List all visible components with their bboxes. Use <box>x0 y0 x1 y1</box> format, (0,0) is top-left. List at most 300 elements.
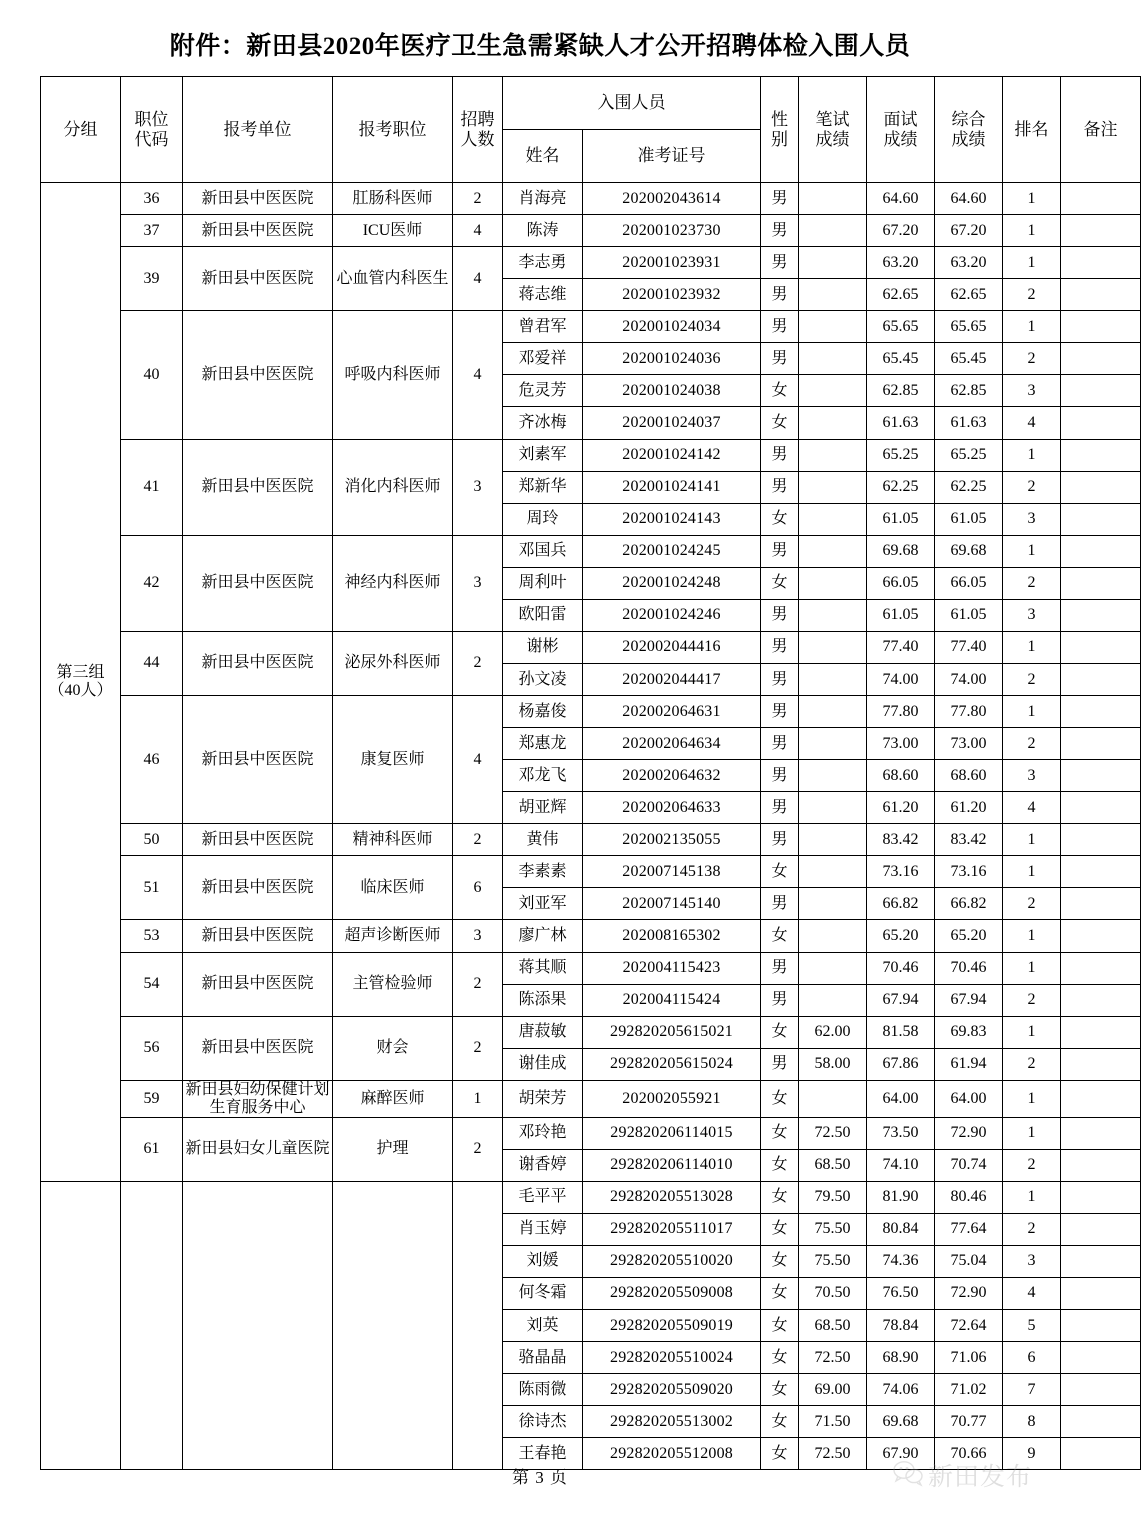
cell-remark <box>1061 696 1141 728</box>
table-body <box>41 183 1141 1470</box>
cell-hire-count: 4 <box>453 311 503 439</box>
cell-composite-score: 74.00 <box>935 663 1003 695</box>
cell-hire-count: 4 <box>453 215 503 247</box>
cell-interview-score: 81.58 <box>867 1016 935 1048</box>
header-composite-line1: 综合 <box>951 110 986 130</box>
cell-exam-id: 202001024142 <box>583 439 761 471</box>
cell-rank: 4 <box>1003 1277 1061 1309</box>
cell-exam-id: 202007145140 <box>583 888 761 920</box>
cell-interview-score: 67.20 <box>867 215 935 247</box>
cell-remark <box>1061 792 1141 824</box>
cell-interview-score: 66.82 <box>867 888 935 920</box>
cell-name: 刘英 <box>503 1309 583 1341</box>
cell-composite-score: 61.63 <box>935 407 1003 439</box>
cell-composite-score: 72.90 <box>935 1277 1003 1309</box>
cell-rank: 1 <box>1003 920 1061 952</box>
cell-gender: 男 <box>761 984 799 1016</box>
cell-remark <box>1061 1342 1141 1374</box>
cell-composite-score: 71.02 <box>935 1374 1003 1406</box>
header-gender-line2: 别 <box>771 129 788 149</box>
cell-composite-score: 75.04 <box>935 1245 1003 1277</box>
cell-rank: 1 <box>1003 1080 1061 1117</box>
cell-interview-score: 64.60 <box>867 183 935 215</box>
cell-interview-score: 67.86 <box>867 1048 935 1080</box>
cell-written-score <box>799 760 867 792</box>
cell-composite-score: 68.60 <box>935 760 1003 792</box>
cell-group <box>41 183 121 1182</box>
cell-gender: 男 <box>761 279 799 311</box>
cell-interview-score: 65.45 <box>867 343 935 375</box>
cell-remark <box>1061 1016 1141 1048</box>
cell-name: 廖广林 <box>503 920 583 952</box>
cell-rank: 6 <box>1003 1342 1061 1374</box>
cell-name: 齐冰梅 <box>503 407 583 439</box>
cell-name: 谢彬 <box>503 631 583 663</box>
cell-remark <box>1061 728 1141 760</box>
cell-composite-score: 72.90 <box>935 1117 1003 1149</box>
group-label-line1: 第三组 <box>56 663 105 681</box>
cell-remark <box>1061 599 1141 631</box>
cell-written-score <box>799 343 867 375</box>
cell-rank: 1 <box>1003 535 1061 567</box>
cell-unit: 新田县中医医院 <box>183 439 333 535</box>
cell-rank: 1 <box>1003 215 1061 247</box>
cell-exam-id: 202002064633 <box>583 792 761 824</box>
cell-name: 李志勇 <box>503 247 583 279</box>
cell-exam-id: 202002064631 <box>583 696 761 728</box>
cell-interview-score: 74.10 <box>867 1149 935 1181</box>
cell-rank: 2 <box>1003 1048 1061 1080</box>
cell-job-code: 39 <box>121 247 183 311</box>
table-row <box>41 1016 1141 1048</box>
cell-gender: 男 <box>761 183 799 215</box>
cell-written-score <box>799 631 867 663</box>
cell-exam-id: 292820205510020 <box>583 1245 761 1277</box>
cell-remark <box>1061 343 1141 375</box>
cell-composite-score: 70.66 <box>935 1438 1003 1470</box>
cell-composite-score: 69.68 <box>935 535 1003 567</box>
cell-composite-score: 69.83 <box>935 1016 1003 1048</box>
table-row <box>41 183 1141 215</box>
cell-composite-score: 70.74 <box>935 1149 1003 1181</box>
shortlist-table <box>40 76 1141 1470</box>
cell-rank: 1 <box>1003 696 1061 728</box>
cell-gender: 男 <box>761 888 799 920</box>
cell-written-score: 71.50 <box>799 1406 867 1438</box>
cell-unit: 新田县中医医院 <box>183 311 333 439</box>
cell-rank: 3 <box>1003 375 1061 407</box>
cell-composite-score: 65.25 <box>935 439 1003 471</box>
cell-exam-id: 202008165302 <box>583 920 761 952</box>
cell-interview-score: 77.80 <box>867 696 935 728</box>
cell-remark <box>1061 1406 1141 1438</box>
cell-name: 谢香婷 <box>503 1149 583 1181</box>
cell-composite-score: 77.80 <box>935 696 1003 728</box>
cell-job-code: 50 <box>121 824 183 856</box>
cell-name: 陈雨微 <box>503 1374 583 1406</box>
cell-name: 蒋志维 <box>503 279 583 311</box>
header-job-code-line2: 代码 <box>134 129 169 149</box>
cell-rank: 1 <box>1003 311 1061 343</box>
header-rank: 排名 <box>1003 77 1061 183</box>
cell-interview-score: 69.68 <box>867 535 935 567</box>
cell-name: 骆晶晶 <box>503 1342 583 1374</box>
cell-rank: 2 <box>1003 279 1061 311</box>
cell-name: 郑惠龙 <box>503 728 583 760</box>
cell-remark <box>1061 439 1141 471</box>
cell-name: 王春艳 <box>503 1438 583 1470</box>
cell-name: 周玲 <box>503 503 583 535</box>
cell-position <box>333 1181 453 1470</box>
cell-written-score: 62.00 <box>799 1016 867 1048</box>
wechat-icon <box>893 1460 923 1491</box>
cell-rank: 8 <box>1003 1406 1061 1438</box>
cell-interview-score: 64.00 <box>867 1080 935 1117</box>
cell-gender: 女 <box>761 1406 799 1438</box>
cell-composite-score: 63.20 <box>935 247 1003 279</box>
cell-position: 神经内科医师 <box>333 535 453 631</box>
cell-gender: 男 <box>761 247 799 279</box>
header-shortlisted: 入围人员 <box>503 77 761 130</box>
cell-written-score: 58.00 <box>799 1048 867 1080</box>
cell-rank: 9 <box>1003 1438 1061 1470</box>
cell-job-code: 42 <box>121 535 183 631</box>
cell-rank: 2 <box>1003 1213 1061 1245</box>
cell-gender: 男 <box>761 471 799 503</box>
cell-written-score: 69.00 <box>799 1374 867 1406</box>
cell-rank: 2 <box>1003 567 1061 599</box>
cell-interview-score: 67.90 <box>867 1438 935 1470</box>
table-row <box>41 215 1141 247</box>
cell-position: 呼吸内科医师 <box>333 311 453 439</box>
cell-written-score <box>799 471 867 503</box>
cell-remark <box>1061 471 1141 503</box>
cell-written-score <box>799 856 867 888</box>
cell-written-score <box>799 535 867 567</box>
cell-unit: 新田县中医医院 <box>183 215 333 247</box>
cell-written-score: 70.50 <box>799 1277 867 1309</box>
cell-exam-id: 292820205615024 <box>583 1048 761 1080</box>
cell-exam-id: 202004115424 <box>583 984 761 1016</box>
cell-exam-id: 292820205513002 <box>583 1406 761 1438</box>
cell-composite-score: 66.05 <box>935 567 1003 599</box>
cell-name: 刘素军 <box>503 439 583 471</box>
cell-gender: 女 <box>761 1374 799 1406</box>
cell-exam-id: 202002064632 <box>583 760 761 792</box>
cell-interview-score: 80.84 <box>867 1213 935 1245</box>
cell-gender: 女 <box>761 567 799 599</box>
cell-remark <box>1061 311 1141 343</box>
header-hire-count-line2: 人数 <box>460 129 495 149</box>
cell-interview-score: 73.00 <box>867 728 935 760</box>
cell-name: 邓国兵 <box>503 535 583 567</box>
cell-job-code: 37 <box>121 215 183 247</box>
cell-rank: 3 <box>1003 599 1061 631</box>
table-row <box>41 952 1141 984</box>
cell-hire-count: 1 <box>453 1080 503 1117</box>
cell-composite-score: 70.46 <box>935 952 1003 984</box>
cell-unit: 新田县中医医院 <box>183 952 333 1016</box>
cell-position: 泌尿外科医师 <box>333 631 453 695</box>
cell-written-score <box>799 792 867 824</box>
cell-exam-id: 202001024038 <box>583 375 761 407</box>
cell-name: 胡荣芳 <box>503 1080 583 1117</box>
header-gender-line1: 性 <box>771 110 788 130</box>
cell-rank: 3 <box>1003 503 1061 535</box>
cell-position: 主管检验师 <box>333 952 453 1016</box>
cell-name: 唐菽敏 <box>503 1016 583 1048</box>
cell-written-score <box>799 375 867 407</box>
cell-written-score <box>799 567 867 599</box>
header-written-score <box>799 77 867 183</box>
cell-composite-score: 61.94 <box>935 1048 1003 1080</box>
cell-position: 护理 <box>333 1117 453 1181</box>
cell-rank: 1 <box>1003 824 1061 856</box>
cell-interview-score: 62.25 <box>867 471 935 503</box>
cell-composite-score: 67.20 <box>935 215 1003 247</box>
cell-hire-count: 2 <box>453 952 503 1016</box>
cell-rank: 1 <box>1003 856 1061 888</box>
header-gender <box>761 77 799 183</box>
cell-written-score <box>799 215 867 247</box>
cell-exam-id: 202002044416 <box>583 631 761 663</box>
cell-unit-text: 新田县妇幼保健计划生育服务中心 <box>185 1080 330 1116</box>
cell-position <box>333 920 453 952</box>
cell-composite-score: 67.94 <box>935 984 1003 1016</box>
cell-position: 肛肠科医师 <box>333 183 453 215</box>
cell-unit <box>183 1080 333 1117</box>
cell-name: 邓玲艳 <box>503 1117 583 1149</box>
table-row <box>41 311 1141 343</box>
cell-unit: 新田县中医医院 <box>183 535 333 631</box>
header-composite-line2: 成绩 <box>951 129 986 149</box>
cell-name: 陈添果 <box>503 984 583 1016</box>
cell-gender: 女 <box>761 1181 799 1213</box>
cell-gender: 女 <box>761 1277 799 1309</box>
cell-gender: 女 <box>761 1309 799 1341</box>
cell-composite-score: 62.85 <box>935 375 1003 407</box>
cell-exam-id: 202001024248 <box>583 567 761 599</box>
cell-name: 周利叶 <box>503 567 583 599</box>
header-written-line2: 成绩 <box>815 129 850 149</box>
cell-job-code: 36 <box>121 183 183 215</box>
cell-rank: 7 <box>1003 1374 1061 1406</box>
cell-gender: 男 <box>761 343 799 375</box>
cell-gender: 男 <box>761 663 799 695</box>
cell-rank: 2 <box>1003 984 1061 1016</box>
cell-exam-id: 292820205513028 <box>583 1181 761 1213</box>
table-header <box>41 77 1141 183</box>
cell-hire-count: 2 <box>453 1117 503 1181</box>
cell-group <box>41 1181 121 1470</box>
cell-gender: 女 <box>761 920 799 952</box>
cell-composite-score: 62.25 <box>935 471 1003 503</box>
watermark-text: 新田发布 <box>927 1463 1032 1491</box>
cell-position: 心血管内科医生 <box>333 247 453 311</box>
cell-remark <box>1061 1245 1141 1277</box>
cell-exam-id: 202001024246 <box>583 599 761 631</box>
cell-rank: 1 <box>1003 952 1061 984</box>
cell-interview-score: 68.90 <box>867 1342 935 1374</box>
cell-unit: 新田县中医医院 <box>183 696 333 824</box>
cell-composite-score: 71.06 <box>935 1342 1003 1374</box>
cell-name: 曾君军 <box>503 311 583 343</box>
table-row <box>41 1181 1141 1213</box>
header-remark: 备注 <box>1061 77 1141 183</box>
header-name: 姓名 <box>503 130 583 183</box>
cell-hire-count <box>453 1181 503 1470</box>
cell-written-score: 75.50 <box>799 1245 867 1277</box>
cell-interview-score: 67.94 <box>867 984 935 1016</box>
header-group: 分组 <box>41 77 121 183</box>
cell-job-code: 41 <box>121 439 183 535</box>
cell-interview-score: 74.06 <box>867 1374 935 1406</box>
cell-composite-score: 65.20 <box>935 920 1003 952</box>
cell-remark <box>1061 824 1141 856</box>
cell-composite-score: 61.05 <box>935 503 1003 535</box>
cell-written-score <box>799 439 867 471</box>
cell-remark <box>1061 1149 1141 1181</box>
table-row <box>41 824 1141 856</box>
cell-written-score <box>799 279 867 311</box>
cell-gender: 女 <box>761 375 799 407</box>
cell-gender: 女 <box>761 1213 799 1245</box>
cell-position: 财会 <box>333 1016 453 1080</box>
cell-composite-score: 65.45 <box>935 343 1003 375</box>
cell-composite-score: 64.00 <box>935 1080 1003 1117</box>
cell-rank: 1 <box>1003 1117 1061 1149</box>
header-exam-id: 准考证号 <box>583 130 761 183</box>
header-position: 报考职位 <box>333 77 453 183</box>
header-interview-line2: 成绩 <box>883 129 918 149</box>
table-row <box>41 631 1141 663</box>
header-row-1 <box>41 77 1141 130</box>
cell-interview-score: 76.50 <box>867 1277 935 1309</box>
cell-exam-id: 292820205510024 <box>583 1342 761 1374</box>
cell-remark <box>1061 1213 1141 1245</box>
cell-exam-id: 202002055921 <box>583 1080 761 1117</box>
cell-composite-score: 72.64 <box>935 1309 1003 1341</box>
cell-position: 精神科医师 <box>333 824 453 856</box>
cell-remark <box>1061 1309 1141 1341</box>
cell-gender: 女 <box>761 1438 799 1470</box>
cell-position: 消化内科医师 <box>333 439 453 535</box>
cell-exam-id: 202001023730 <box>583 215 761 247</box>
cell-exam-id: 292820205509020 <box>583 1374 761 1406</box>
cell-name: 胡亚辉 <box>503 792 583 824</box>
cell-name: 肖海亮 <box>503 183 583 215</box>
cell-composite-score: 83.42 <box>935 824 1003 856</box>
cell-written-score <box>799 824 867 856</box>
cell-name: 徐诗杰 <box>503 1406 583 1438</box>
cell-written-score <box>799 407 867 439</box>
cell-remark <box>1061 375 1141 407</box>
cell-exam-id: 202001023931 <box>583 247 761 279</box>
cell-written-score <box>799 599 867 631</box>
cell-remark <box>1061 1048 1141 1080</box>
cell-name: 邓龙飞 <box>503 760 583 792</box>
cell-position: ICU医师 <box>333 215 453 247</box>
table-row <box>41 1117 1141 1149</box>
header-interview-score <box>867 77 935 183</box>
group-label-line2: （40人） <box>48 681 113 699</box>
cell-interview-score: 61.05 <box>867 503 935 535</box>
cell-interview-score: 83.42 <box>867 824 935 856</box>
cell-exam-id: 292820206114015 <box>583 1117 761 1149</box>
cell-written-score <box>799 984 867 1016</box>
cell-interview-score: 73.50 <box>867 1117 935 1149</box>
cell-composite-score: 61.20 <box>935 792 1003 824</box>
cell-name: 黄伟 <box>503 824 583 856</box>
cell-written-score <box>799 183 867 215</box>
cell-hire-count: 3 <box>453 535 503 631</box>
header-hire-count <box>453 77 503 183</box>
cell-position: 康复医师 <box>333 696 453 824</box>
cell-written-score <box>799 728 867 760</box>
cell-remark <box>1061 1181 1141 1213</box>
cell-written-score <box>799 311 867 343</box>
cell-written-score: 68.50 <box>799 1309 867 1341</box>
cell-unit: 新田县中医医院 <box>183 856 333 920</box>
cell-interview-score: 61.20 <box>867 792 935 824</box>
cell-unit: 新田县中医医院 <box>183 824 333 856</box>
table-row <box>41 439 1141 471</box>
cell-gender: 男 <box>761 696 799 728</box>
page-footer <box>0 1457 1080 1507</box>
cell-written-score <box>799 663 867 695</box>
cell-gender: 男 <box>761 439 799 471</box>
header-unit: 报考单位 <box>183 77 333 183</box>
cell-remark <box>1061 1117 1141 1149</box>
cell-written-score: 72.50 <box>799 1342 867 1374</box>
cell-exam-id: 292820205509019 <box>583 1309 761 1341</box>
cell-written-score: 72.50 <box>799 1117 867 1149</box>
cell-written-score: 72.50 <box>799 1438 867 1470</box>
cell-written-score: 79.50 <box>799 1181 867 1213</box>
cell-unit: 新田县妇女儿童医院 <box>183 1117 333 1181</box>
page-number: 第 3 页 <box>512 1468 568 1487</box>
cell-job-code: 46 <box>121 696 183 824</box>
table-row <box>41 535 1141 567</box>
cell-remark <box>1061 407 1141 439</box>
cell-rank: 3 <box>1003 760 1061 792</box>
cell-exam-id: 202002044417 <box>583 663 761 695</box>
cell-unit: 新田县中医医院 <box>183 920 333 952</box>
cell-composite-score: 73.00 <box>935 728 1003 760</box>
cell-interview-score: 81.90 <box>867 1181 935 1213</box>
cell-composite-score: 62.65 <box>935 279 1003 311</box>
cell-name: 刘媛 <box>503 1245 583 1277</box>
cell-remark <box>1061 952 1141 984</box>
cell-written-score <box>799 247 867 279</box>
cell-name: 刘亚军 <box>503 888 583 920</box>
cell-gender: 男 <box>761 535 799 567</box>
header-composite-score <box>935 77 1003 183</box>
cell-remark <box>1061 567 1141 599</box>
cell-rank: 4 <box>1003 407 1061 439</box>
cell-interview-score: 63.20 <box>867 247 935 279</box>
cell-unit: 新田县中医医院 <box>183 247 333 311</box>
cell-rank: 4 <box>1003 792 1061 824</box>
cell-hire-count: 2 <box>453 1016 503 1080</box>
cell-remark <box>1061 760 1141 792</box>
cell-interview-score: 73.16 <box>867 856 935 888</box>
cell-composite-score: 77.40 <box>935 631 1003 663</box>
cell-interview-score: 74.36 <box>867 1245 935 1277</box>
table-row <box>41 920 1141 952</box>
cell-remark <box>1061 247 1141 279</box>
cell-exam-id: 202004115423 <box>583 952 761 984</box>
